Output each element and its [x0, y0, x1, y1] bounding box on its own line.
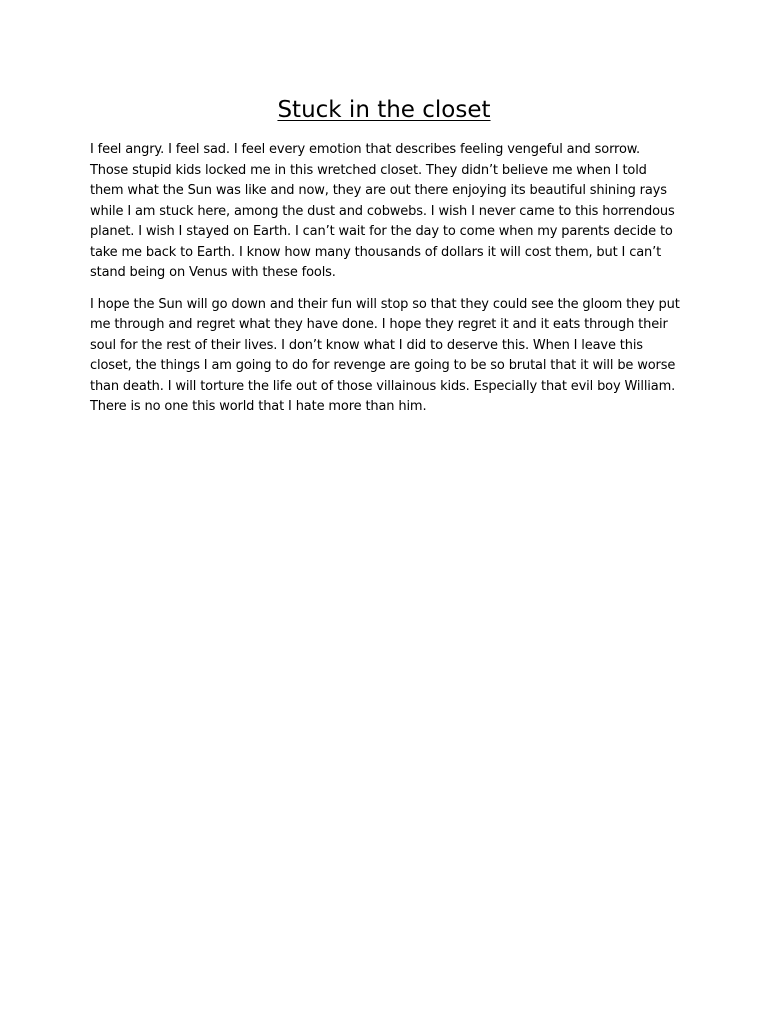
document-body — [90, 140, 680, 429]
paragraph-2: I hope the Sun will go down and their fun will stop so that they could see the gloom they put me through and regret what they have done. I hope they regret it and it eats through their soul for the rest of their lives. I don’t know what I did to deserve this. When I leave this closet, the things I am going to do for revenge are going to be so brutal that it will be worse than death. I will torture the life out of those villainous kids. Especially that evil boy William. There is no one this world that I hate more than him. — [90, 296, 680, 414]
document-title: Stuck in the closet — [277, 97, 491, 123]
paragraph-1: I feel angry. I feel sad. I feel every emotion that describes feeling vengeful and sorrow. Those stupid kids locked me in this wretched closet. They didn’t believe me when I told them what the Sun was like and now, they are out there enjoying its beautiful shining rays while I am stuck here, among the dust and cobwebs. I wish I never came to this horrendous planet. I wish I stayed on Earth. I can’t wait for the day to come when my parents decide to take me back to Earth. I know how many thousands of dollars it will cost them, but I can’t stand being on Venus with these fools. — [90, 142, 675, 280]
